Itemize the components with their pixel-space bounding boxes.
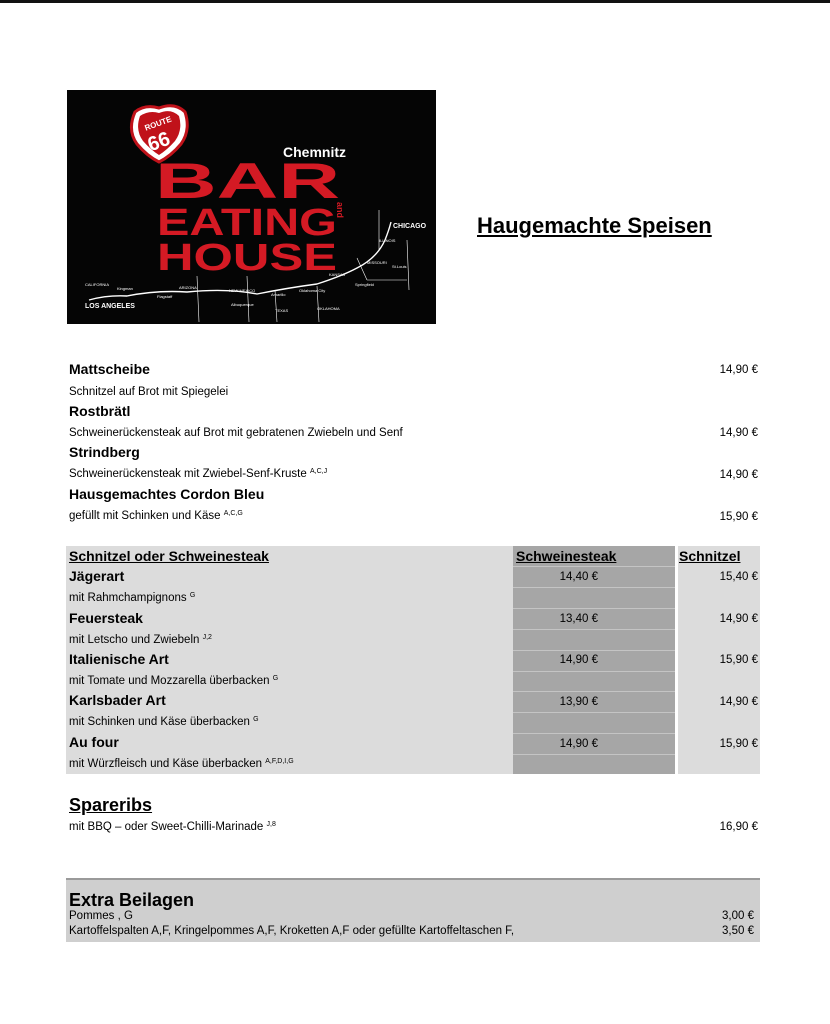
schnitzel-name: Karlsbader Art <box>69 692 166 708</box>
steak-column-header: Schweinesteak <box>516 548 617 564</box>
map-label: Flagstaff <box>157 294 173 299</box>
steak-price: 14,40 € <box>559 571 598 583</box>
map-label: Albuquerque <box>231 302 254 307</box>
dish-desc: Schweinerückensteak auf Brot mit gebratenen Zwiebeln und Senf <box>69 427 403 439</box>
schnitzel-price: 15,40 € <box>719 571 758 583</box>
schnitzel-price: 14,90 € <box>719 613 758 625</box>
schnitzel-name: Italienische Art <box>69 651 169 667</box>
schnitzel-price: 15,90 € <box>719 738 758 750</box>
map-label: MISSOURI <box>367 260 387 265</box>
map-label: St.Louis <box>392 264 407 269</box>
schnitzel-desc: mit Würzfleisch und Käse überbacken $^{A,F,D,I,G}$ <box>69 758 294 770</box>
map-label: Amarillo <box>271 292 286 297</box>
dish-name: Strindberg <box>69 444 140 460</box>
restaurant-logo <box>67 90 436 324</box>
map-label: TEXAS <box>275 308 289 313</box>
schnitzel-desc: mit Schinken und Käse überbacken $^G$ <box>69 716 259 728</box>
map-label: NEW MEXICO <box>229 288 256 293</box>
extra-item-label: Kartoffelspalten A,F, Kringelpommes A,F, Kroketten A,F oder gefüllte Kartoffeltaschen F, <box>69 925 515 937</box>
column-rule <box>513 671 675 672</box>
dish-desc: gefüllt mit Schinken und Käse $^{A,C,G}$ <box>69 510 243 522</box>
extra-item-price: 3,00 € <box>722 910 754 922</box>
dish-price: 14,90 € <box>719 469 758 481</box>
shield-top-text: ROUTE <box>143 114 173 133</box>
dish-name: Rostbrätl <box>69 403 131 419</box>
steak-price: 13,40 € <box>559 613 598 625</box>
top-border <box>0 0 830 3</box>
column-rule <box>513 754 675 755</box>
column-rule <box>513 691 675 692</box>
schnitzel-price: 15,90 € <box>719 654 758 666</box>
city-text: Chemnitz <box>283 144 346 160</box>
steak-price: 13,90 € <box>559 696 598 708</box>
schnitzel-header: Schnitzel oder Schweinesteak <box>69 548 269 564</box>
column-rule <box>513 650 675 651</box>
map-label: Springfield <box>355 282 374 287</box>
eating-text: EATING <box>157 202 337 244</box>
and-text: and <box>335 202 345 219</box>
extra-item-price: 3,50 € <box>722 925 754 937</box>
map-label: OKLAHOMA <box>317 306 340 311</box>
spareribs-price: 16,90 € <box>719 821 758 833</box>
schnitzel-price: 14,90 € <box>719 696 758 708</box>
map-label: KANSAS <box>329 272 346 277</box>
dish-desc: Schnitzel auf Brot mit Spiegelei <box>69 386 229 398</box>
page-title: Haugemachte Speisen <box>477 213 712 238</box>
map-label: Kingman <box>117 286 133 291</box>
steak-price: 14,90 € <box>559 654 598 666</box>
shield-number-text: 66 <box>144 127 174 157</box>
column-rule <box>513 608 675 609</box>
schnitzel-desc: mit Rahmchampignons $^G$ <box>69 592 196 604</box>
column-rule <box>513 733 675 734</box>
schnitzel-name: Jägerart <box>69 568 125 584</box>
schnitzel-name: Feuersteak <box>69 610 143 626</box>
extras-title: Extra Beilagen <box>69 890 195 910</box>
dish-desc: Schweinerückensteak mit Zwiebel-Senf-Kruste $^{A,C,J}$ <box>69 468 328 480</box>
chicago-text: CHICAGO <box>393 223 427 230</box>
spareribs-title: Spareribs <box>69 795 153 815</box>
dish-price: 14,90 € <box>719 427 758 439</box>
steak-price: 14,90 € <box>559 738 598 750</box>
column-rule <box>513 629 675 630</box>
schnitzel-name: Au four <box>69 734 119 750</box>
column-rule <box>513 566 675 567</box>
extra-item-label: Pommes , G <box>69 910 133 922</box>
schnitzel-column-header: Schnitzel <box>679 548 741 564</box>
bar-text: BAR <box>155 153 340 209</box>
schnitzel-desc: mit Letscho und Zwiebeln $^{J,2}$ <box>69 634 212 646</box>
map-label: Oklahoma City <box>299 288 326 293</box>
column-rule <box>513 712 675 713</box>
dish-name: Mattscheibe <box>69 361 150 377</box>
map-label: ILLINOIS <box>379 238 396 243</box>
dish-name: Hausgemachtes Cordon Bleu <box>69 486 265 502</box>
house-text: HOUSE <box>157 237 337 279</box>
column-rule <box>513 587 675 588</box>
schnitzel-desc: mit Tomate und Mozzarella überbacken $^G$ <box>69 675 279 687</box>
dish-price: 14,90 € <box>719 364 758 376</box>
map-label: ARIZONA <box>179 285 197 290</box>
dish-price: 15,90 € <box>719 511 758 523</box>
map-label: CALIFORNIA <box>85 282 110 287</box>
spareribs-desc: mit BBQ – oder Sweet-Chilli-Marinade $^{J,8}$ <box>69 821 276 833</box>
los-angeles-text: LOS ANGELES <box>85 303 135 310</box>
